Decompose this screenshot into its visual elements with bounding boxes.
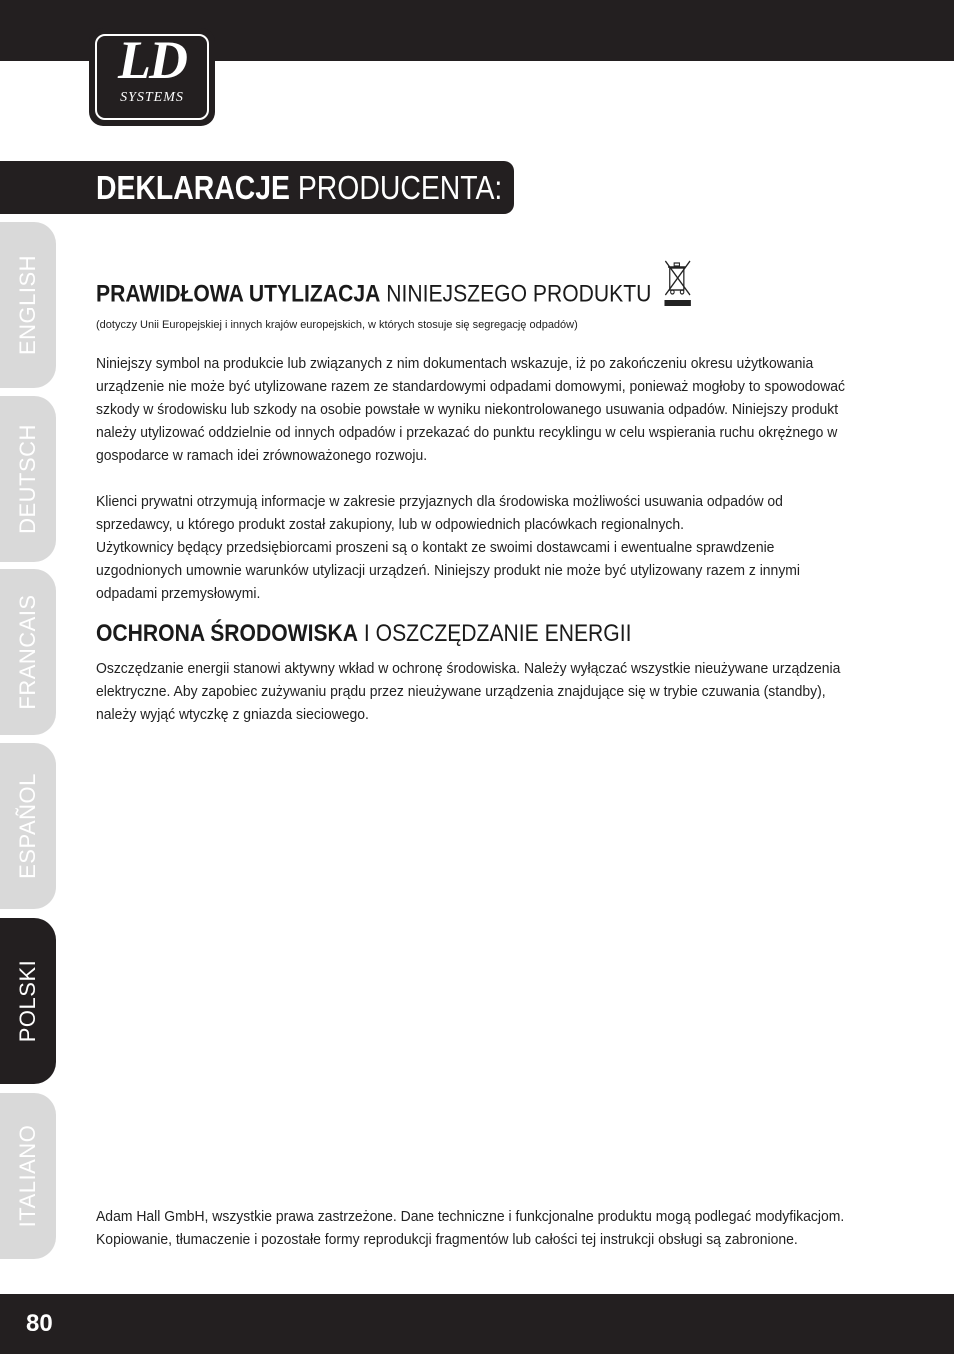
tab-english[interactable]	[0, 222, 56, 388]
page-title	[96, 164, 502, 212]
tab-deutsch[interactable]	[0, 396, 56, 562]
tab-italiano[interactable]	[0, 1093, 56, 1259]
heading-light: I OSZCZĘDZANIE ENERGII	[363, 620, 632, 647]
tab-label: ITALIANO	[15, 1124, 40, 1228]
tab-label: POLSKI	[15, 959, 40, 1043]
tab-label: ENGLISH	[15, 254, 40, 356]
ld-systems-logo	[89, 28, 215, 126]
disposal-paragraph-3: Użytkownicy będący przedsiębiorcami proszeni są o kontakt ze swoimi dostawcami i ewentualne sprawdzenie uzgodnionych umownie warunków utylizacji urządzeń. Niniejszy produkt nie może być utylizowany razem z innymi odpadami przemysłowymi.	[96, 539, 801, 602]
logo-systems-text: SYSTEMS	[120, 90, 184, 105]
logo-ld-text: LD	[118, 30, 186, 90]
disposal-note: (dotyczy Unii Europejskiej i innych krajów europejskich, w których stosuje się segregację odpadów)	[96, 319, 578, 331]
main-content	[96, 262, 856, 726]
heading-bold: PRAWIDŁOWA UTYLIZACJA	[96, 280, 381, 308]
disposal-paragraph-2: Klienci prywatni otrzymują informacje w zakresie przyjaznych dla środowiska możliwości usuwania odpadów od sprzedawcy, u którego produkt został zakupiony, lub w odpowiednich placówkach regionalnych.	[96, 493, 783, 533]
heading-bold: OCHRONA ŚRODOWISKA	[96, 620, 359, 647]
environment-paragraph: Oszczędzanie energii stanowi aktywny wkład w ochronę środowiska. Należy wyłączać wszystkie nieużywane urządzenia elektryczne. Aby zapobiec zużywaniu prądu przez nieużywane urządzenia znajdujące się w trybie czuwania (standby), należy wyjąć wtyczkę z gniazda sieciowego.	[96, 660, 841, 723]
disposal-paragraph-1: Niniejszy symbol na produkcie lub związanych z nim dokumentach wskazuje, iż po zakończeniu okresu użytkowania urządzenie nie może być utylizowane razem ze standardowymi odpadami domowymi, ponieważ mogłoby to spowodować szkody w środowisku lub szkody na osobie powstałe w wyniku niekontrolowanego usuwania odpadów. Niniejszy produkt należy utylizować oddzielnie od innych odpadów i przekazać do punktu recyklingu w celu wspierania ruchu okrężnego w gospodarce w ramach idei zrównoważonego rozwoju.	[96, 355, 846, 464]
tab-polski[interactable]	[0, 918, 56, 1084]
tab-francais[interactable]	[0, 569, 56, 735]
page-title-light: PRODUCENTA:	[297, 169, 503, 206]
page-number: 80	[26, 1310, 53, 1337]
section-heading-disposal	[96, 262, 765, 328]
heading-light: NINIEJSZEGO PRODUKTU	[386, 280, 652, 308]
section-heading-environment	[96, 611, 765, 657]
tab-label: FRANCAIS	[15, 594, 40, 710]
bottom-bar	[0, 1294, 954, 1354]
weee-crossed-bin-icon	[663, 258, 693, 324]
tab-espanol[interactable]	[0, 743, 56, 909]
tab-label: DEUTSCH	[15, 424, 40, 534]
tab-label: ESPAÑOL	[15, 773, 40, 879]
page-title-bold: DEKLARACJE	[96, 169, 290, 206]
copyright-text: Adam Hall GmbH, wszystkie prawa zastrzeżone. Dane techniczne i funkcjonalne produktu mogą podlegać modyfikacjom. Kopiowanie, tłumaczenie i pozostałe formy reprodukcji fragmentów lub całości tej instrukcji obsługi są zabronione.	[96, 1208, 845, 1248]
